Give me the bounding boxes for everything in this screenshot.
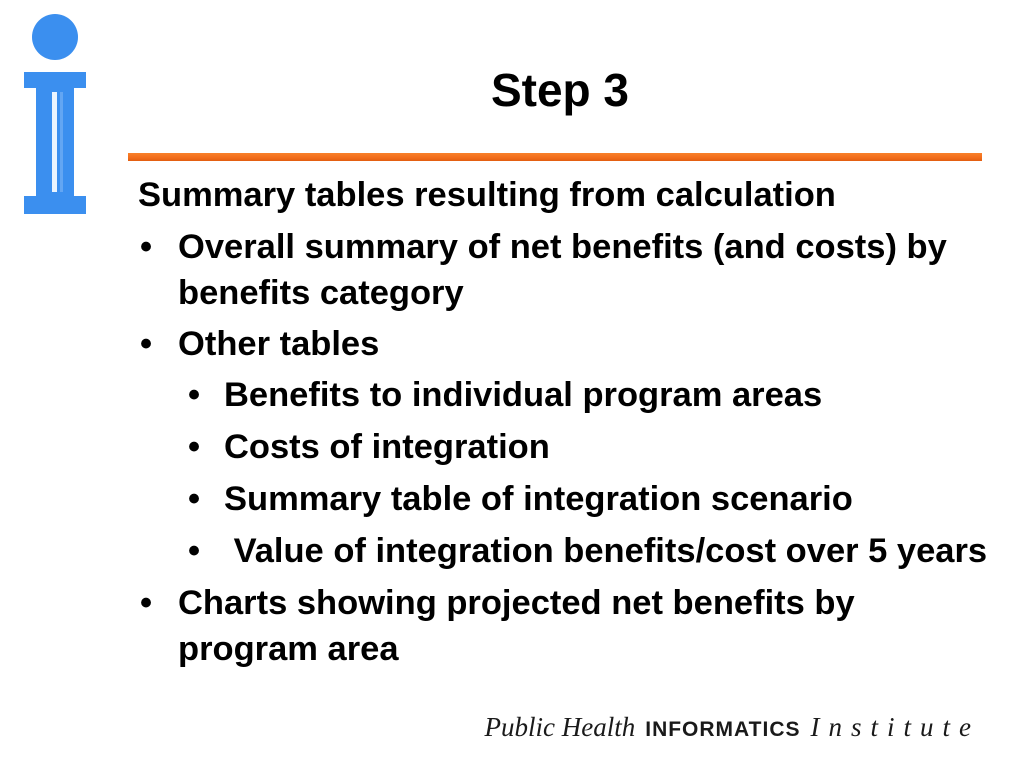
footer-org-part3: Institute	[810, 712, 980, 742]
sub-bullet-list	[178, 372, 998, 574]
slide-body	[138, 172, 998, 677]
list-item-text: Overall summary of net benefits (and costs) by benefits category	[178, 228, 947, 312]
sub-list-item-text: Costs of integration	[224, 428, 550, 466]
list-item	[138, 321, 998, 574]
list-item	[138, 580, 998, 672]
footer-org-part2: INFORMATICS	[645, 718, 801, 741]
sub-list-item	[138, 424, 998, 470]
footer-logo	[485, 712, 980, 743]
bullet-icon: •	[188, 376, 201, 414]
list-item-text: Other tables	[178, 325, 380, 363]
footer-org-part1: Public Health	[484, 712, 636, 742]
bullet-icon: •	[140, 584, 153, 622]
bullet-icon: •	[188, 532, 201, 570]
sub-list-item	[138, 528, 998, 574]
bullet-icon: •	[140, 228, 153, 266]
bullet-list	[138, 224, 998, 672]
list-item-text: Charts showing projected net benefits by program area	[178, 584, 855, 668]
sub-list-item	[138, 476, 998, 522]
bullet-icon: •	[188, 480, 201, 518]
list-item	[138, 224, 998, 316]
sub-list-item-text: Value of integration benefits/cost over 5 years	[224, 532, 988, 570]
sub-list-item-text: Summary table of integration scenario	[224, 480, 853, 518]
slide-title: Step 3	[490, 64, 630, 116]
bullet-icon: •	[188, 428, 201, 466]
sub-list-item	[138, 372, 998, 418]
bullet-icon: •	[140, 325, 153, 363]
title-divider	[128, 153, 982, 161]
lead-text: Summary tables resulting from calculation	[138, 176, 836, 214]
sub-list-item-text: Benefits to individual program areas	[224, 376, 823, 414]
